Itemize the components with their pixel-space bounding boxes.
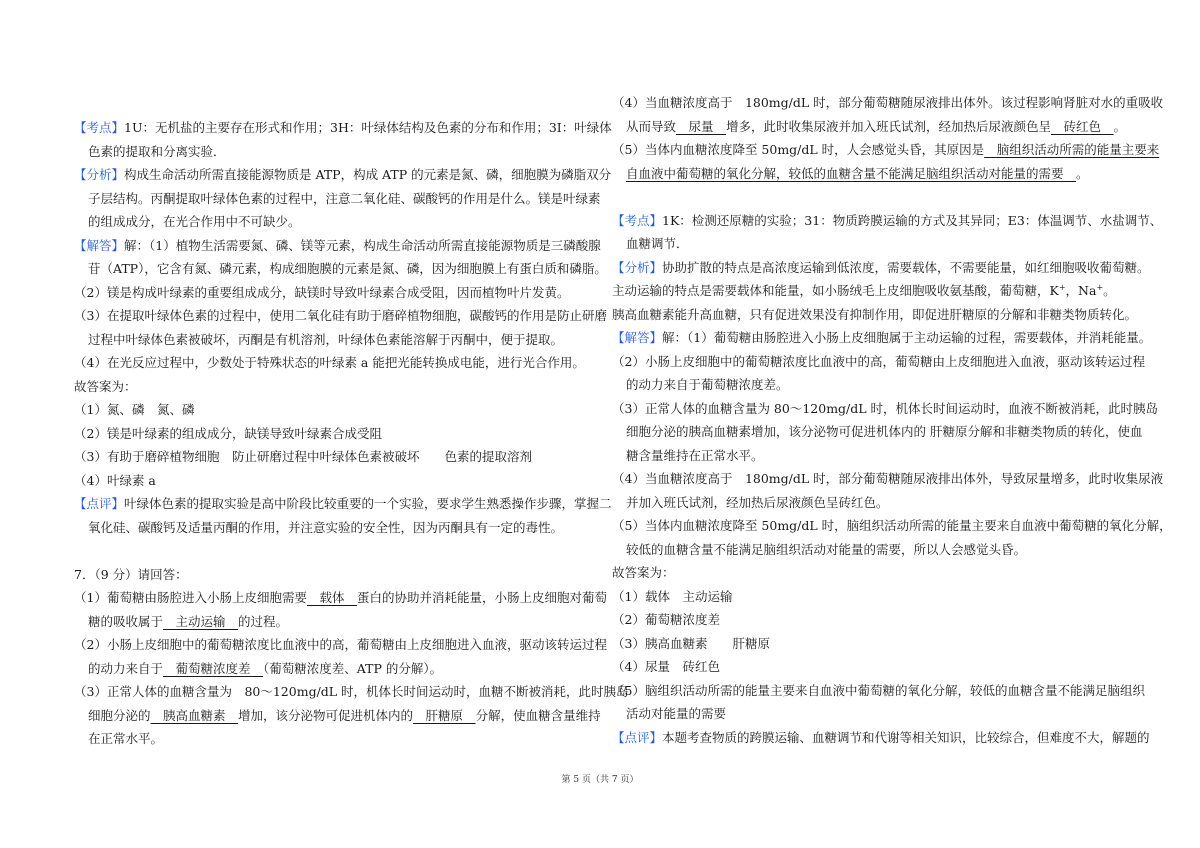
text-span: 。 xyxy=(1103,283,1116,298)
text-span: （5）当体内血糖浓度降至 50mg/dL 时，人会感觉头昏，其原因是 xyxy=(612,142,985,157)
text-span: （1）葡萄糖由肠腔进入小肠上皮细胞需要 xyxy=(74,590,307,605)
kaodian-tag: 【考点】 xyxy=(612,212,663,228)
text-line xyxy=(612,115,1132,139)
answer-blank: 葡萄糖浓度差 xyxy=(163,660,264,676)
text-span: 分解，使血糖含量维持 xyxy=(475,707,601,723)
text-span: 细胞分泌的 xyxy=(88,707,151,723)
page-footer: 第 5 页（共 7 页） xyxy=(561,775,639,785)
answer-blank: 尿量 xyxy=(676,118,727,134)
spacer xyxy=(612,185,1132,209)
q7-fenxi xyxy=(612,256,1150,327)
text-line: （3）在提取叶绿体色素的过程中，使用二氧化硅有助于磨碎植物细胞，碳酸钙的作用是防止研磨 xyxy=(74,308,607,323)
question-7-continued xyxy=(612,91,1164,185)
text-line xyxy=(74,586,607,610)
text-line: 胰高血糖素能升高血糖，只有促进效果没有抑制作用，即促进肝糖原的分解和非糖类物质转化。 xyxy=(612,306,1138,322)
kaodian-tag: 【考点】 xyxy=(74,120,125,135)
text-line xyxy=(612,162,1132,186)
right-column xyxy=(612,0,1172,749)
q6-fenxi xyxy=(74,163,612,234)
text-line: 的组成成分，在光合作用中不可缺少。 xyxy=(88,214,301,229)
question-7 xyxy=(74,563,629,751)
dianping-tag: 【点评】 xyxy=(612,729,663,745)
text-line: 构成生命活动所需直接能源物质是 ATP，构成 ATP 的元素是氮、磷，细胞膜为磷脂双分 xyxy=(124,167,612,182)
text-line: 协助扩散的特点是高浓度运输到低浓度，需要载体，不需要能量，如红细胞吸收葡萄糖。 xyxy=(662,259,1150,275)
text-line: 苷（ATP），它含有氮、磷元素，构成细胞膜的元素是氮、磷，因为细胞膜上有蛋白质和磷脂。 xyxy=(88,261,607,276)
text-line: 色素的提取和分离实验． xyxy=(88,143,226,159)
answer-blank: 肝糖原 xyxy=(413,707,476,723)
text-span: 。 xyxy=(1076,165,1089,181)
text-span: 增多，此时收集尿液并加入班氏试剂，经加热后尿液颜色呈 xyxy=(726,118,1052,134)
text-line: 解：（1）葡萄糖由肠腔进入小肠上皮细胞属于主动运输的过程，需要载体，并消耗能量。 xyxy=(662,330,1152,345)
text-line: 过程中叶绿体色素被破坏，丙酮是有机溶剂，叶绿体色素能溶解于丙酮中，便于提取。 xyxy=(88,331,564,347)
text-line xyxy=(74,657,594,681)
text-line: 在正常水平。 xyxy=(88,731,164,746)
text-line xyxy=(74,704,601,728)
text-line: 活动对能量的需要 xyxy=(626,706,727,721)
superscript: + xyxy=(1058,282,1066,292)
answer-blank: 载体 xyxy=(306,590,357,605)
text-line: （3）有助于磨碎植物细胞 防止研磨过程中叶绿体色素被破坏 色素的提取溶剂 xyxy=(74,449,532,464)
text-span: （葡萄糖浓度差、ATP 的分解）。 xyxy=(263,660,443,676)
text-line: （4）尿量 砖红色 xyxy=(612,659,720,674)
text-line: （2）小肠上皮细胞中的葡萄糖浓度比血液中的高，葡萄糖由上皮细胞进入血液，驱动该转运过程 xyxy=(612,353,1145,369)
text-line: 的动力来自于葡萄糖浓度差。 xyxy=(626,377,789,392)
text-line: 糖含量维持在正常水平。 xyxy=(626,447,764,463)
text-line: （1）载体 主动运输 xyxy=(612,588,733,604)
text-span: 增加，该分泌物可促进机体内的 xyxy=(238,707,414,723)
dianping-tag: 【点评】 xyxy=(74,496,125,511)
q7-dianping xyxy=(612,726,1150,750)
text-line: （4）当血糖浓度高于 180mg/dL 时，部分葡萄糖随尿液排出体外，导致尿量增多，此时收集尿液 xyxy=(612,471,1164,486)
text-line: 并加入班氏试剂，经加热后尿液颜色呈砖红色。 xyxy=(626,494,889,510)
text-line: （1）氮、磷 氮、磷 xyxy=(74,402,195,417)
text-span: 主动运输的特点是需要载体和能量，如小肠绒毛上皮细胞吸收氨基酸，葡萄糖，K xyxy=(612,283,1059,298)
text-line: （3）正常人体的血糖含量为 80～120mg/dL 时，机体长时间运动时，血糖不断被消耗，此时胰岛 xyxy=(74,684,629,699)
text-line: （5）脑组织活动所需的能量主要来自血液中葡萄糖的氧化分解，较低的血糖含量不能满足脑组织 xyxy=(612,682,1145,698)
text-line: 叶绿体色素的提取实验是高中阶段比较重要的一个实验，要求学生熟悉操作步骤，掌握二 xyxy=(124,496,612,511)
text-line: （4）当血糖浓度高于 180mg/dL 时，部分葡萄糖随尿液排出体外。该过程影响肾脏对水的重吸收 xyxy=(612,95,1164,110)
spacer xyxy=(74,539,594,563)
question-title: 7．（9 分）请回答： xyxy=(74,566,188,582)
text-line: （4）在光反应过程中，少数处于特殊状态的叶绿素 a 能把光能转换成电能，进行光合作用。 xyxy=(74,355,585,370)
q6-kaodian xyxy=(74,116,612,163)
text-span: 糖的吸收属于 xyxy=(88,613,164,629)
q7-kaodian xyxy=(612,209,1163,256)
text-line: （2）葡萄糖浓度差 xyxy=(612,612,720,627)
text-line: （3）正常人体的血糖含量为 80～120mg/dL 时，机体长时间运动时，血液不断被消耗，此时胰岛 xyxy=(612,400,1159,416)
answer-blank: 脑组织活动所需的能量主要来 xyxy=(984,142,1160,157)
text-span: 。 xyxy=(1113,118,1127,134)
text-line: 细胞分泌的胰高血糖素增加，该分泌物可促进机体内的 肝糖原分解和非糖类物质的转化，使血 xyxy=(626,424,1143,439)
text-line: 本题考查物质的跨膜运输、血糖调节和代谢等相关知识，比较综合，但难度不大，解题的 xyxy=(662,729,1150,745)
answer-blank: 自血液中葡萄糖的氧化分解，较低的血糖含量不能满足脑组织活动对能量的需要 xyxy=(626,165,1077,181)
q6-jieda xyxy=(74,234,607,493)
answer-blank: 砖红色 xyxy=(1051,118,1114,134)
text-line: 故答案为： xyxy=(74,378,137,394)
left-column xyxy=(74,0,629,751)
text-line: 氧化硅、碳酸钙及适量丙酮的作用，并注意实验的安全性，因为丙酮具有一定的毒性。 xyxy=(88,519,564,535)
text-line: （5）当体内血糖浓度降至 50mg/dL 时，脑组织活动所需的能量主要来自血液中葡萄糖的氧化分解， xyxy=(612,518,1172,533)
text-span: ，Na xyxy=(1065,283,1097,298)
q6-dianping xyxy=(74,492,612,539)
text-line: 1U：无机盐的主要存在形式和作用；3H：叶绿体结构及色素的分布和作用；3I：叶绿体 xyxy=(124,120,612,135)
text-line: （3）胰高血糖素 肝糖原 xyxy=(612,635,770,651)
fenxi-tag: 【分析】 xyxy=(612,259,663,275)
jieda-tag: 【解答】 xyxy=(612,330,663,345)
text-line: 1K：检测还原糖的实验；31：物质跨膜运输的方式及其异同；E3：体温调节、水盐调节、 xyxy=(662,212,1163,228)
superscript: + xyxy=(1096,282,1104,292)
text-line xyxy=(612,138,1160,162)
text-line: 子层结构。丙酮提取叶绿体色素的过程中，注意二氧化硅、碳酸钙的作用是什么。镁是叶绿素 xyxy=(88,190,601,206)
text-line xyxy=(612,279,1132,303)
fenxi-tag: 【分析】 xyxy=(74,167,125,182)
text-line: 解：（1）植物生活需要氮、磷、镁等元素，构成生命活动所需直接能源物质是三磷酸腺 xyxy=(124,237,601,253)
text-line: 故答案为： xyxy=(612,565,675,580)
text-line: （2）小肠上皮细胞中的葡萄糖浓度比血液中的高，葡萄糖由上皮细胞进入血液，驱动该转运过程 xyxy=(74,637,607,652)
answer-blank: 胰高血糖素 xyxy=(150,707,239,723)
text-line: （2）镁是构成叶绿素的重要组成成分，缺镁时导致叶绿素合成受阻，因而植物叶片发黄。 xyxy=(74,284,570,300)
text-span: 蛋白的协助并消耗能量，小肠上皮细胞对葡萄 xyxy=(356,590,607,605)
text-span: 从而导致 xyxy=(626,118,677,134)
text-line: （4）叶绿素 a xyxy=(74,472,156,488)
text-line: 较低的血糖含量不能满足脑组织活动对能量的需要，所以人会感觉头昏。 xyxy=(626,541,1027,557)
q7-jieda xyxy=(612,326,1172,726)
text-span: 的动力来自于 xyxy=(88,660,164,676)
text-line: 血糖调节． xyxy=(626,236,689,251)
text-line: （2）镁是叶绿素的组成成分，缺镁导致叶绿素合成受阻 xyxy=(74,425,382,441)
text-line xyxy=(74,610,594,634)
text-span: 的过程。 xyxy=(238,613,289,629)
jieda-tag: 【解答】 xyxy=(74,237,125,253)
answer-blank: 主动运输 xyxy=(163,613,239,629)
